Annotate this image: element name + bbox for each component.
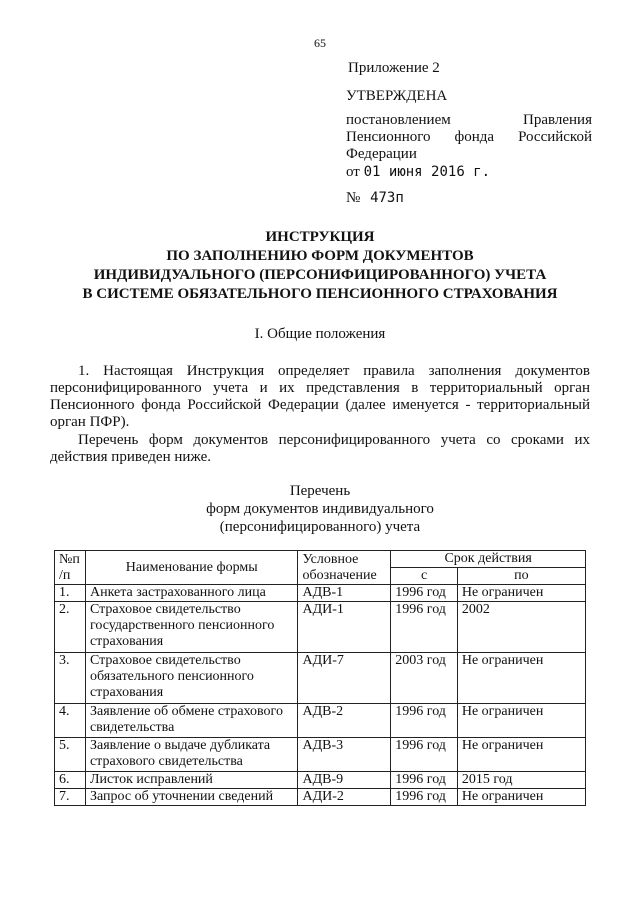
cell-from: 2003 год — [391, 653, 458, 704]
cell-code: АДВ-3 — [298, 738, 391, 772]
list-heading-line: Перечень — [289, 483, 351, 499]
title-line: ИНДИВИДУАЛЬНОГО (ПЕРСОНИФИЦИРОВАННОГО) УЧЕТА — [93, 267, 547, 283]
cell-form-name: Заявление о выдаче дубликата страхового свидетельства — [85, 738, 297, 772]
cell-from: 1996 год — [391, 602, 458, 653]
cell-from: 1996 год — [391, 772, 458, 789]
cell-code: АДИ-1 — [298, 602, 391, 653]
paragraph — [50, 363, 590, 431]
cell-to: 2002 — [457, 602, 585, 653]
table-row — [55, 704, 586, 738]
header-code-line: обозначение — [302, 567, 377, 583]
header-to: по — [457, 568, 585, 585]
cell-form-name: Страховое свидетельство государственного пенсионного страхования — [85, 602, 297, 653]
list-heading-line: (персонифицированного) учета — [219, 519, 421, 535]
table-row — [55, 772, 586, 789]
resolution-text — [346, 112, 592, 163]
cell-to: 2015 год — [457, 772, 585, 789]
table-row — [55, 585, 586, 602]
title-line: ИНСТРУКЦИЯ — [265, 229, 375, 245]
cell-from: 1996 год — [391, 789, 458, 806]
cell-to: Не ограничен — [457, 653, 585, 704]
resolution-word: Российской — [518, 129, 592, 145]
cell-from: 1996 год — [391, 738, 458, 772]
document-title — [50, 228, 590, 304]
forms-table — [54, 550, 586, 806]
cell-number: 1. — [55, 585, 86, 602]
paragraph — [50, 432, 590, 466]
cell-form-name: Страховое свидетельство обязательного пенсионного страхования — [85, 653, 297, 704]
cell-form-name: Заявление об обмене страхового свидетельства — [85, 704, 297, 738]
cell-code: АДВ-9 — [298, 772, 391, 789]
cell-form-name: Запрос об уточнении сведений — [85, 789, 297, 806]
cell-number: 4. — [55, 704, 86, 738]
header-number-line: /п — [59, 567, 71, 583]
cell-to: Не ограничен — [457, 704, 585, 738]
cell-code: АДИ-2 — [298, 789, 391, 806]
section-heading: I. Общие положения — [254, 326, 386, 342]
table-row — [55, 789, 586, 806]
resolution-word: фонда — [454, 129, 495, 145]
page-number: 65 — [314, 36, 326, 50]
header-from: с — [391, 568, 458, 585]
cell-number: 2. — [55, 602, 86, 653]
paragraph-text: 1. Настоящая Инструкция определяет правила заполнения документов персонифицированного учета и их представления в территориальный орган Пенсионного фонда Российской Федерации (далее именуется - территориальный орган ПФР). — [50, 363, 590, 430]
cell-number: 7. — [55, 789, 86, 806]
resolution-word: Правления — [523, 112, 592, 128]
paragraph-text: Перечень форм документов персонифицированного учета со сроками их действия приведен ниже. — [50, 432, 590, 465]
cell-form-name: Анкета застрахованного лица — [85, 585, 297, 602]
table-row — [55, 653, 586, 704]
header-number-line: №п — [59, 551, 80, 567]
date-value: 01 июня 2016 г. — [363, 164, 491, 180]
appendix-label: Приложение 2 — [348, 60, 440, 76]
cell-number: 5. — [55, 738, 86, 772]
cell-to: Не ограничен — [457, 789, 585, 806]
header-form-name: Наименование формы — [85, 551, 297, 585]
resolution-word: Пенсионного — [346, 129, 431, 145]
title-line: ПО ЗАПОЛНЕНИЮ ФОРМ ДОКУМЕНТОВ — [166, 248, 474, 264]
number-value: 473п — [370, 190, 404, 206]
cell-code: АДВ-2 — [298, 704, 391, 738]
date-prefix: от — [346, 164, 360, 180]
resolution-word: постановлением — [346, 112, 451, 128]
number-prefix: № — [346, 190, 361, 206]
cell-number: 6. — [55, 772, 86, 789]
cell-to: Не ограничен — [457, 738, 585, 772]
cell-from: 1996 год — [391, 704, 458, 738]
header-code — [298, 551, 391, 585]
table-header-row — [55, 551, 586, 568]
title-line: В СИСТЕМЕ ОБЯЗАТЕЛЬНОГО ПЕНСИОННОГО СТРАХОВАНИЯ — [82, 286, 558, 302]
list-heading — [150, 482, 490, 536]
header-validity: Срок действия — [391, 551, 586, 568]
approval-date — [346, 164, 490, 181]
approval-number — [346, 190, 404, 207]
table-row — [55, 738, 586, 772]
header-code-line: Условное — [302, 551, 359, 567]
cell-from: 1996 год — [391, 585, 458, 602]
approved-label: УТВЕРЖДЕНА — [346, 88, 448, 104]
cell-code: АДВ-1 — [298, 585, 391, 602]
cell-code: АДИ-7 — [298, 653, 391, 704]
list-heading-line: форм документов индивидуального — [206, 501, 434, 517]
cell-to: Не ограничен — [457, 585, 585, 602]
resolution-word: Федерации — [346, 146, 417, 162]
table-row — [55, 602, 586, 653]
cell-number: 3. — [55, 653, 86, 704]
header-number — [55, 551, 86, 585]
cell-form-name: Листок исправлений — [85, 772, 297, 789]
